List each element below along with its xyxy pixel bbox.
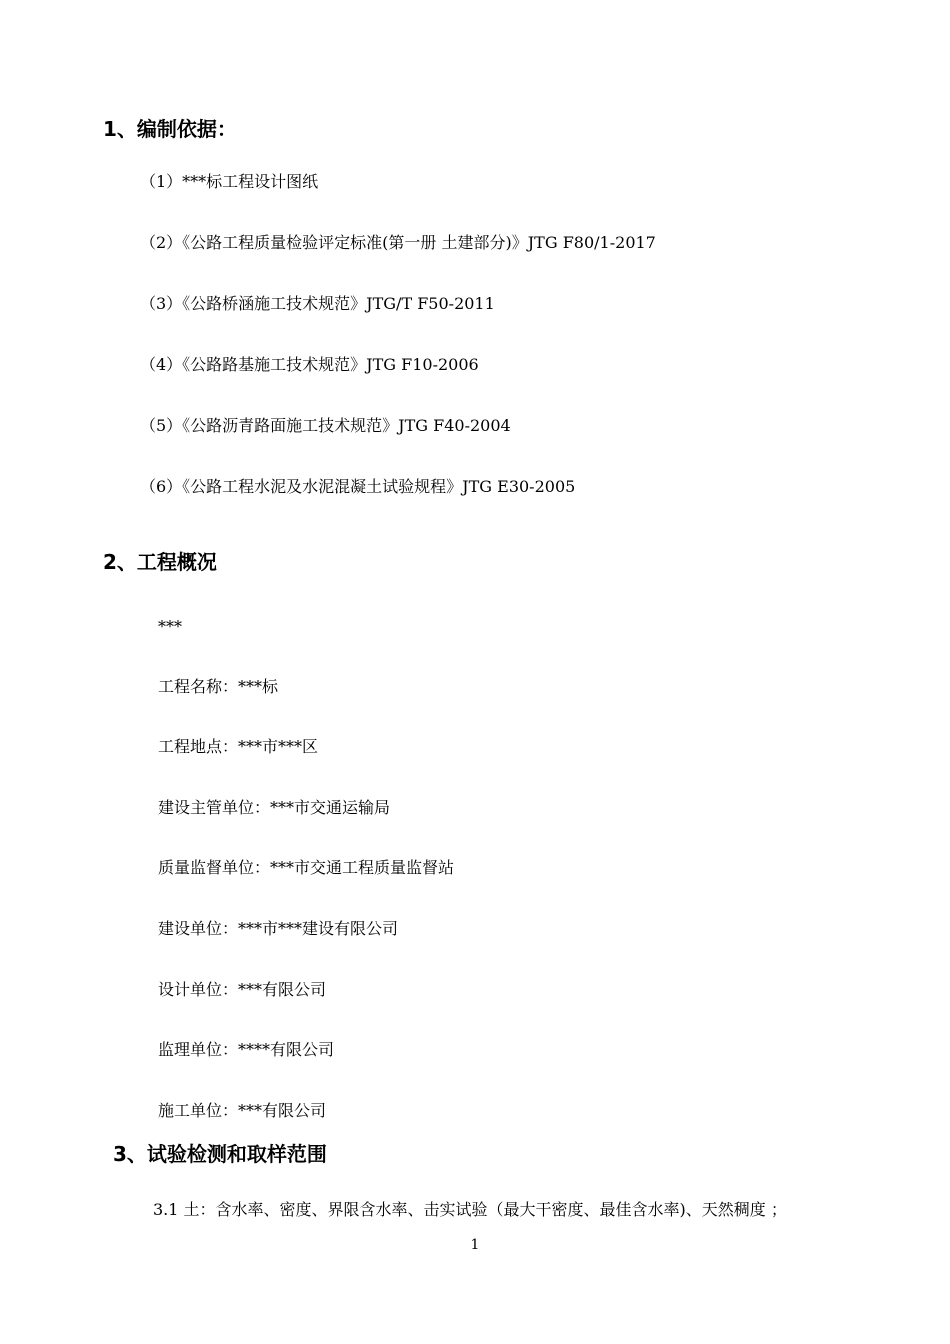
- testing-item-soil: 3.1 土：含水率、密度、界限含水率、击实试验（最大干密度、最佳含水率)、天然稠度 ；: [153, 1200, 787, 1219]
- overview-contractor: 施工单位：***有限公司: [158, 1101, 327, 1120]
- basis-item-2: （2）《公路工程质量检验评定标准(第一册 土建部分)》JTG F80/1-2017: [140, 233, 656, 252]
- basis-item-3: （3）《公路桥涵施工技术规范》JTG/T F50-2011: [140, 294, 495, 313]
- overview-quality-supervision: 质量监督单位：***市交通工程质量监督站: [158, 858, 455, 877]
- section-heading-1: 1、编制依据：: [103, 117, 237, 141]
- basis-item-5: （5）《公路沥青路面施工技术规范》JTG F40-2004: [140, 416, 511, 435]
- overview-owner: 建设单位：***市***建设有限公司: [158, 919, 399, 938]
- section-heading-3: 3、试验检测和取样范围: [113, 1142, 327, 1166]
- section-heading-2: 2、工程概况: [103, 550, 217, 574]
- overview-authority: 建设主管单位：***市交通运输局: [158, 798, 391, 817]
- basis-item-6: （6）《公路工程水泥及水泥混凝土试验规程》JTG E30-2005: [140, 477, 576, 496]
- overview-project-location: 工程地点：***市***区: [158, 737, 319, 756]
- overview-project-name: 工程名称：***标: [158, 677, 279, 696]
- page-number: 1: [470, 1237, 480, 1253]
- basis-item-4: （4）《公路路基施工技术规范》JTG F10-2006: [140, 355, 479, 374]
- overview-line-1: ***: [158, 617, 182, 636]
- basis-item-1: （1）***标工程设计图纸: [140, 172, 319, 191]
- overview-supervisor: 监理单位：****有限公司: [158, 1040, 335, 1059]
- overview-designer: 设计单位：***有限公司: [158, 980, 327, 999]
